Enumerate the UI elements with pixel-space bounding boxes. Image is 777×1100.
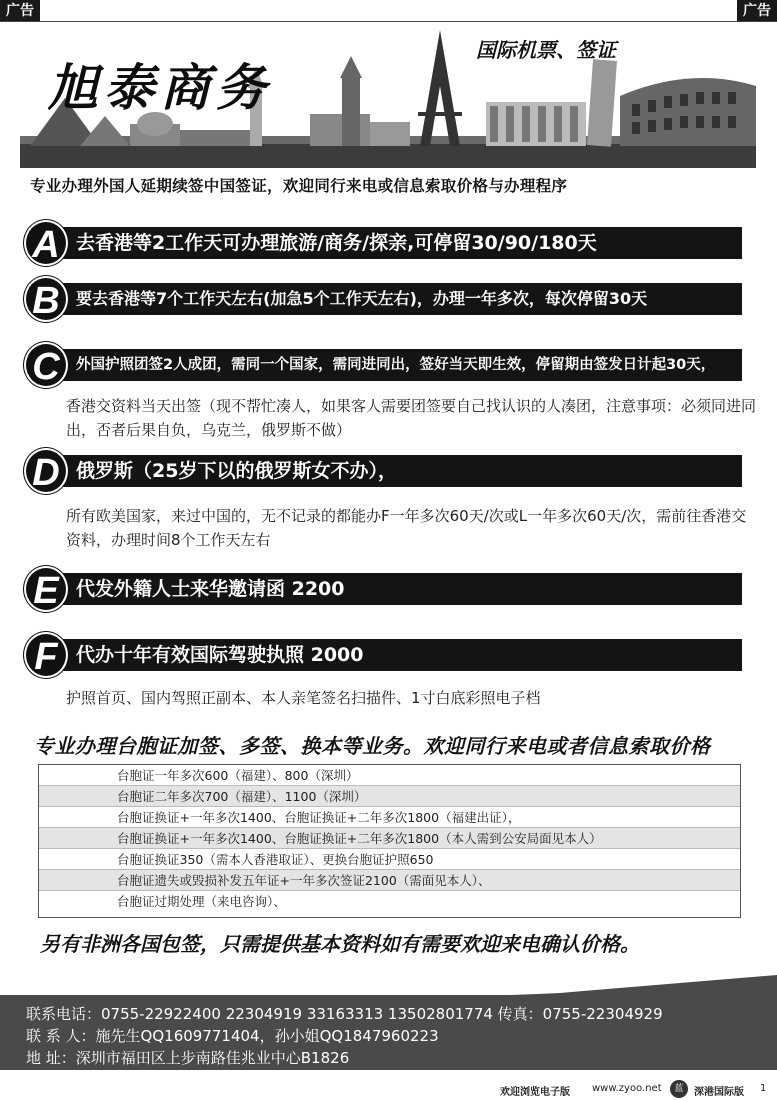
publication-logo-icon: 蓝 [670,1080,688,1098]
table-row: 台胞证二年多次700（福建）、1100（深圳） [39,786,740,807]
letter-badge: D [24,448,68,494]
welcome-text: 欢迎浏览电子版 [500,1087,570,1098]
table-row: 台胞证换证+一年多次1400、台胞证换证+二年多次1800（福建出证）， [39,807,740,828]
service-item-c [24,342,742,388]
service-tagline: 专业办理外国人延期续签中国签证，欢迎同行来电或信息索取价格与办理程序 [30,177,568,195]
contact-person: 联 系 人：施先生QQ1609771404，孙小姐QQ1847960223 [26,1027,439,1045]
page-number: 1 [760,1083,767,1094]
letter-badge: B [24,276,68,322]
contact-address: 地 址：深圳市福田区上步南路佳兆业中心B1826 [26,1049,350,1067]
service-title: 俄罗斯（25岁下以的俄罗斯女不办）， [46,455,742,487]
service-item-f [24,632,742,678]
brand-logo-text: 旭泰商务 [48,58,272,117]
service-item-a [24,220,742,266]
letter-badge: C [24,342,68,388]
service-desc-d: 所有欧美国家，来过中国的，无不记录的都能办F一年多次60天/次或L一年多次60天/次，需前往香港交资料，办理时间8个工作天左右 [66,507,747,549]
africa-visa-notice: 另有非洲各国包签，只需提供基本资料如有需要欢迎来电确认价格。 [40,932,640,956]
service-title: 代办十年有效国际驾驶执照 2000 [46,639,742,671]
ad-tag-right: 广告 [737,0,777,22]
top-divider [0,21,777,22]
hero-banner [20,26,756,168]
table-row: 台胞证过期处理（来电咨询）、 [117,894,286,909]
ad-tag-left: 广告 [0,0,40,22]
contact-phone: 联系电话：0755-22922400 22304919 33163313 13502801774 传真：0755-22304929 [26,1005,663,1023]
contact-footer [0,975,777,1070]
edition-label: 深港国际版 [694,1087,744,1098]
table-row: 台胞证换证+一年多次1400、台胞证换证+二年多次1800（本人需到公安局面见本人） [39,828,740,849]
table-row: 台胞证遗失或毁损补发五年证+一年多次签证2100（需面见本人）、 [39,870,740,891]
hero-subtitle: 国际机票、签证 [476,38,616,62]
service-title: 外国护照团签2人成团，需同一个国家，需同进同出，签好当天即生效，停留期由签发日计起30天， [46,349,742,381]
taiwan-price-table [38,764,741,918]
service-item-e [24,566,742,612]
table-row: 台胞证换证350（需本人香港取证）、更换台胞证护照650 [39,849,740,870]
service-desc-c: 香港交资料当天出签（现不帮忙凑人，如果客人需要团签要自己找认识的人凑团，注意事项：必须同进同出，否者后果自负，乌克兰，俄罗斯不做） [66,397,757,439]
service-desc-f: 护照首页、国内驾照正副本、本人亲笔签名扫描件、1寸白底彩照电子档 [66,689,541,707]
service-title: 去香港等2工作天可办理旅游/商务/探亲,可停留30/90/180天 [46,227,742,259]
service-title: 要去香港等7个工作天左右(加急5个工作天左右)，办理一年多次，每次停留30天 [46,283,742,315]
letter-badge: A [24,220,68,266]
letter-badge: E [24,566,68,612]
service-item-d [24,448,742,494]
service-item-b [24,276,742,322]
service-title: 代发外籍人士来华邀请函 2200 [46,573,742,605]
page-footer-bar [0,1078,777,1100]
taiwan-section-heading: 专业办理台胞证加签、多签、换本等业务。欢迎同行来电或者信息索取价格 [34,734,711,758]
site-link[interactable]: www.zyoo.net [592,1083,662,1094]
table-row: 台胞证一年多次600（福建）、800（深圳） [39,765,740,786]
letter-badge: F [24,632,68,678]
